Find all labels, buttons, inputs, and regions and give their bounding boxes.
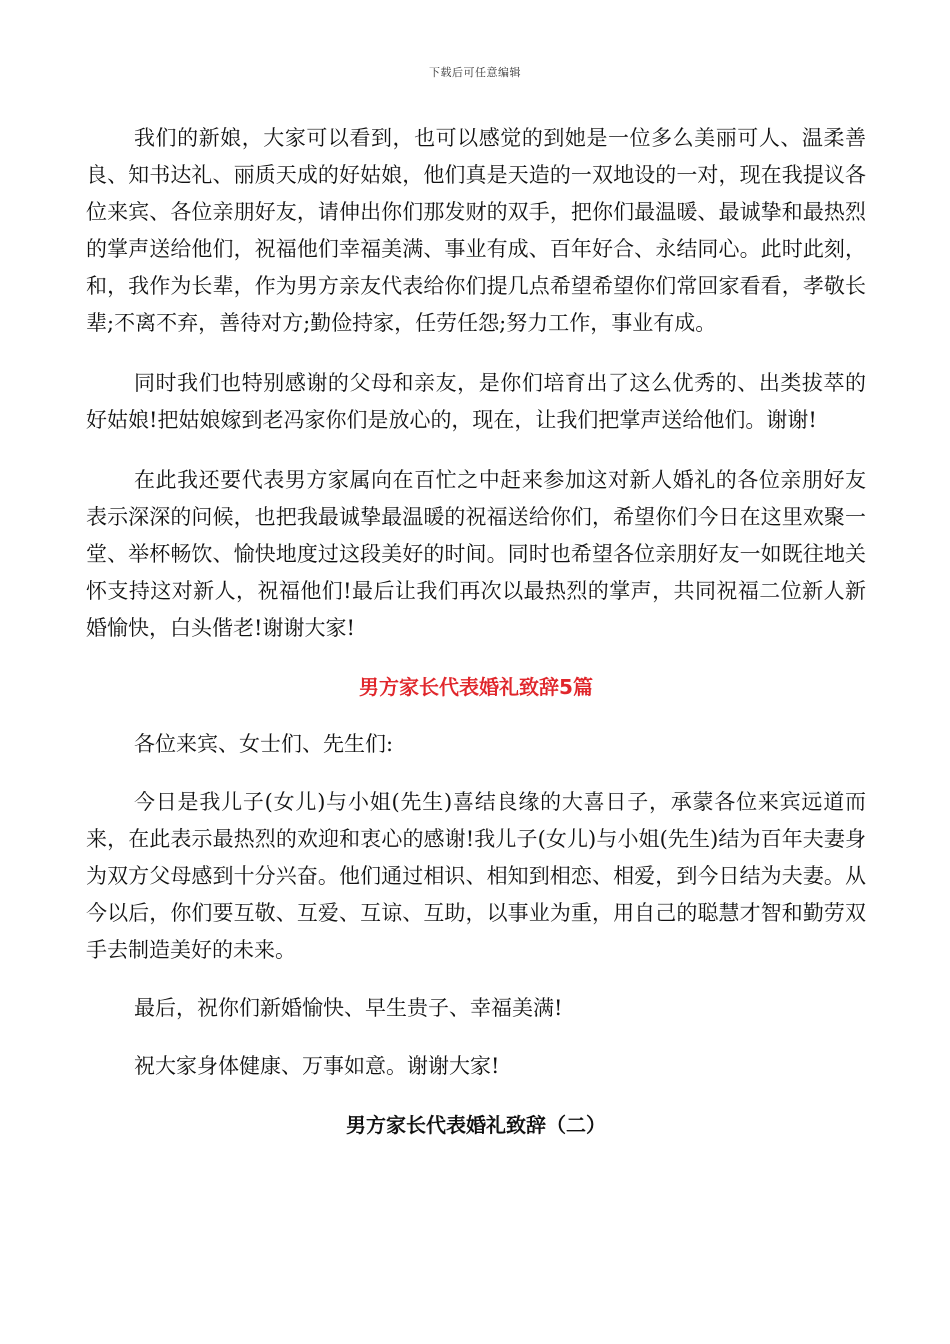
paragraph: 我们的新娘，大家可以看到，也可以感觉的到她是一位多么美丽可人、温柔善良、知书达礼、丽质天成的好姑娘，他们真是天造的一双地设的一对，现在我提议各位来宾、各位亲朋好友，请伸出你们那发财的双手，把你们最温暖、最诚挚和最热烈的掌声送给他们，祝福他们幸福美满、事业有成、百年好合、永结同心。此时此刻，和，我作为长辈，作为男方亲友代表给你们提几点希望希望你们常回家看看，孝敬长辈;不离不弃，善待对方;勤俭持家，任劳任怨;努力工作，事业有成。	[86, 126, 866, 335]
paragraph: 同时我们也特别感谢的父母和亲友，是你们培育出了这么优秀的、出类拔萃的好姑娘!把姑娘嫁到老冯家你们是放心的，现在，让我们把掌声送给他们。谢谢!	[86, 371, 866, 432]
section-title: 男方家长代表婚礼致辞5篇	[359, 675, 593, 699]
document-body	[86, 120, 866, 1143]
section-title: 男方家长代表婚礼致辞（二）	[346, 1113, 606, 1137]
paragraph: 在此我还要代表男方家属向在百忙之中赶来参加这对新人婚礼的各位亲朋好友表示深深的问候，也把我最诚挚最温暖的祝福送给你们，希望你们今日在这里欢聚一堂、举杯畅饮、愉快地度过这段美好的时间。同时也希望各位亲朋好友一如既往地关怀支持这对新人，祝福他们!最后让我们再次以最热烈的掌声，共同祝福二位新人新婚愉快，白头偕老!谢谢大家!	[86, 468, 866, 640]
paragraph: 祝大家身体健康、万事如意。谢谢大家!	[134, 1054, 500, 1078]
paragraph: 最后，祝你们新婚愉快、早生贵子、幸福美满!	[134, 996, 563, 1020]
paragraph: 今日是我儿子(女儿)与小姐(先生)喜结良缘的大喜日子，承蒙各位来宾远道而来，在此表示最热烈的欢迎和衷心的感谢!我儿子(女儿)与小姐(先生)结为百年夫妻身为双方父母感到十分兴奋。他们通过相识、相知到相恋、相爱，到今日结为夫妻。从今以后，你们要互敬、互爱、互谅、互助，以事业为重，用自己的聪慧才智和勤劳双手去制造美好的未来。	[86, 790, 866, 962]
page-header: 下载后可任意编辑	[429, 66, 521, 79]
paragraph: 各位来宾、女士们、先生们:	[134, 732, 394, 756]
